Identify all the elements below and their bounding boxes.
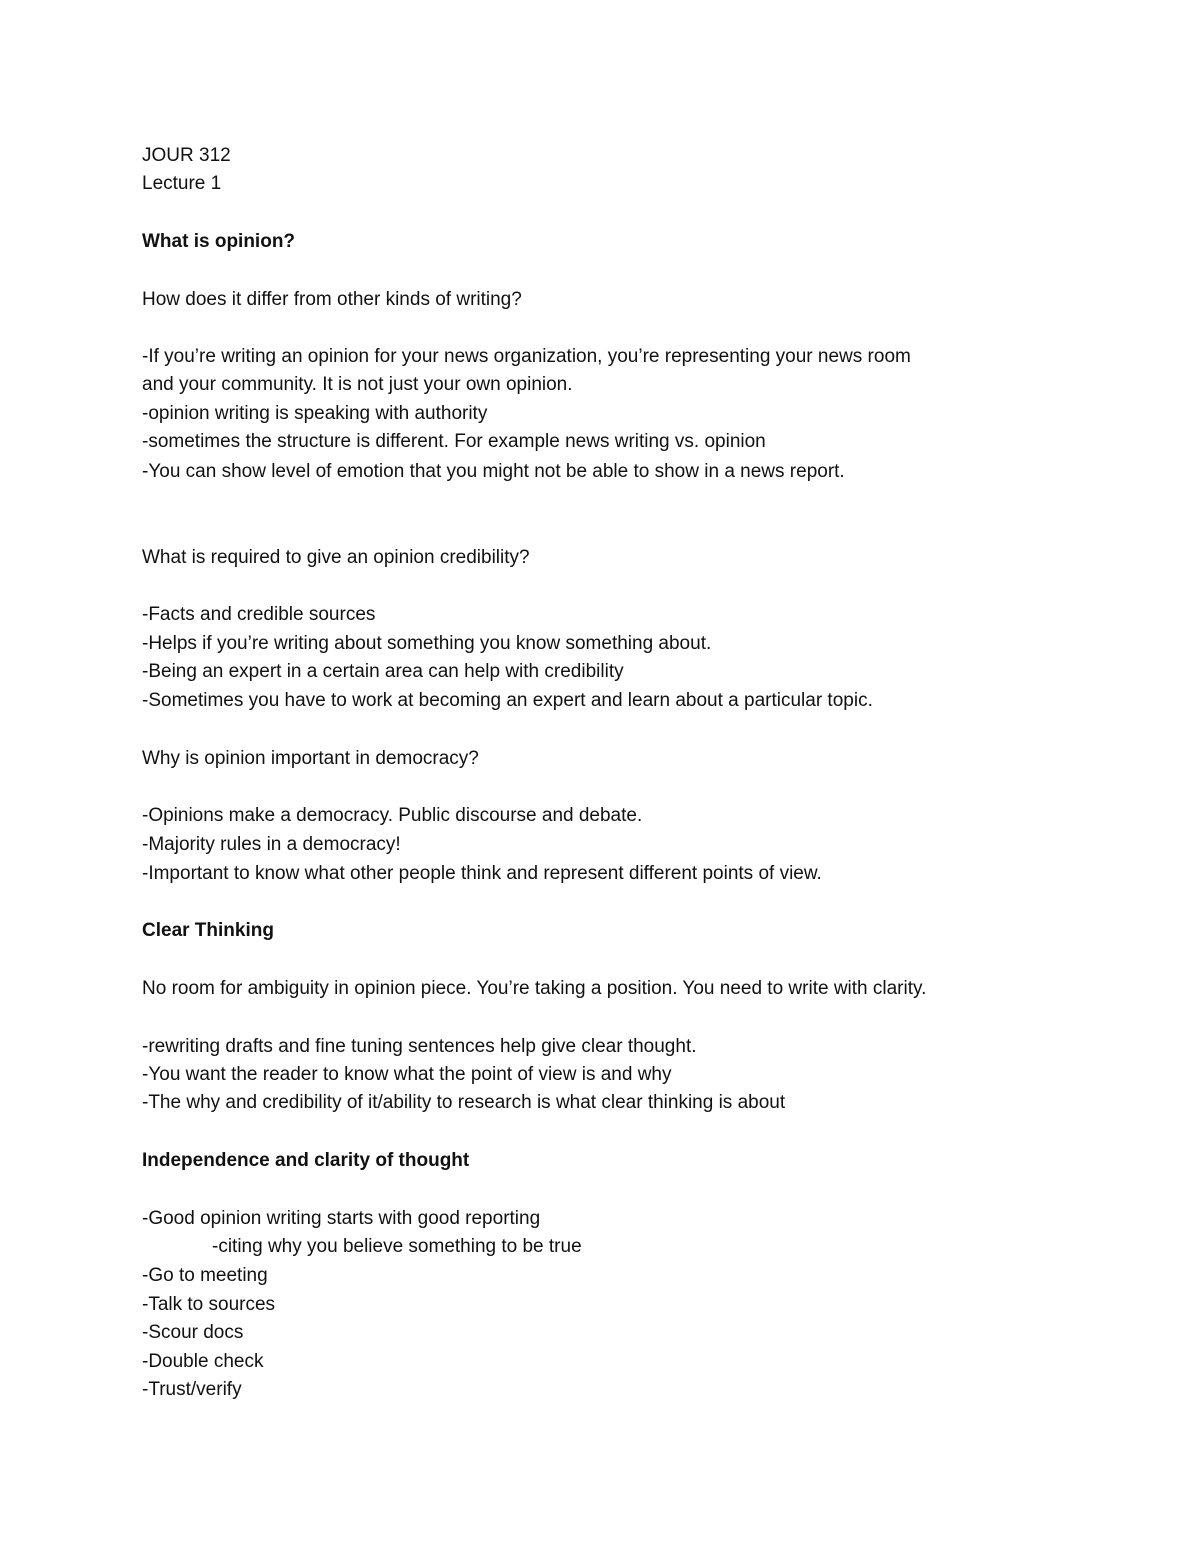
note-line: -Talk to sources [142,1294,276,1315]
note-line: -You want the reader to know what the point of view is and why [142,1064,672,1085]
section-heading: What is opinion? [142,231,296,252]
note-line: and your community. It is not just your own opinion. [142,374,573,395]
note-line: -Trust/verify [142,1379,242,1400]
section-question: How does it differ from other kinds of writing? [142,289,522,310]
note-line: -Majority rules in a democracy! [142,834,401,855]
section-heading: Independence and clarity of thought [142,1150,470,1171]
note-line: -If you’re writing an opinion for your news organization, you’re representing your news room [142,346,911,367]
note-line: -The why and credibility of it/ability to research is what clear thinking is about [142,1092,786,1113]
note-line: -You can show level of emotion that you might not be able to show in a news report. [142,461,845,482]
section-question: Why is opinion important in democracy? [142,748,479,769]
note-line: -Facts and credible sources [142,604,376,625]
note-line: -rewriting drafts and fine tuning sentences help give clear thought. [142,1036,697,1057]
note-line: -Double check [142,1351,264,1372]
note-line: -sometimes the structure is different. For example news writing vs. opinion [142,431,766,452]
lecture-number: Lecture 1 [142,173,222,194]
note-line: -Important to know what other people think and represent different points of view. [142,863,822,884]
note-subline: -citing why you believe something to be true [212,1236,582,1257]
note-line: -opinion writing is speaking with authority [142,403,488,424]
note-line: -Go to meeting [142,1265,268,1286]
section-heading: Clear Thinking [142,920,274,941]
course-code: JOUR 312 [142,145,231,166]
section-question: What is required to give an opinion credibility? [142,547,530,568]
note-line: -Good opinion writing starts with good reporting [142,1208,541,1229]
section-intro: No room for ambiguity in opinion piece. You’re taking a position. You need to write with clarity. [142,978,927,999]
note-line: -Opinions make a democracy. Public discourse and debate. [142,805,643,826]
note-line: -Being an expert in a certain area can help with credibility [142,661,624,682]
note-line: -Helps if you’re writing about something you know something about. [142,633,712,654]
note-line: -Sometimes you have to work at becoming an expert and learn about a particular topic. [142,690,873,711]
note-line: -Scour docs [142,1322,244,1343]
